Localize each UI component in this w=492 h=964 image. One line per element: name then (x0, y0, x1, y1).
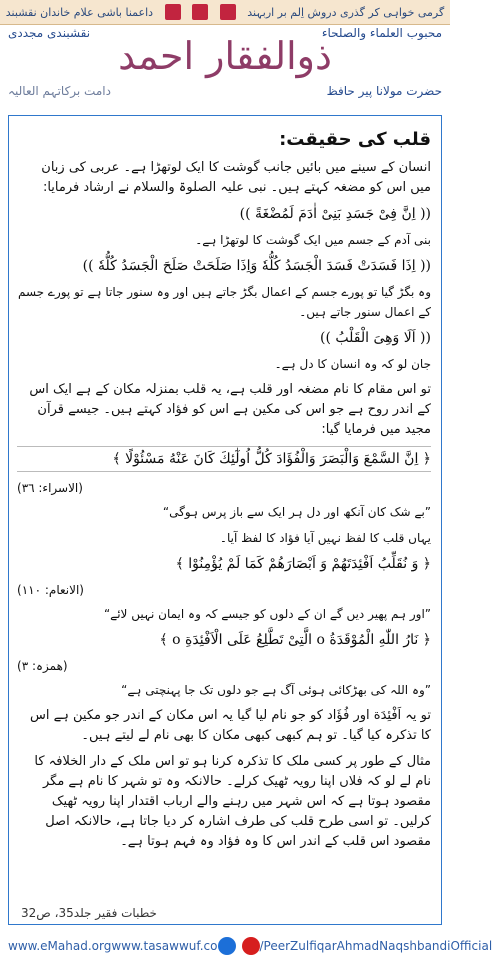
arabic-quote-1: (( اِنَّ فِیْ جَسَدِ بَنِیْ اٰدَمَ لَمُضْغَةً )) (239, 206, 431, 222)
translation-7: ”وہ اللہ کی بھڑکائی ہوئی آگ ہے جو دلوں تک جا پہنچتی ہے“ (121, 683, 431, 697)
paragraph-2: تو اس مقام کا نام مضغہ اور قلب ہے، یہ قلب بمنزلہ مکان کے ہے ایک اس کے اندر روح ہے جو اس کی مکین ہے اس کو فؤاد کہتے ہیں۔ جیسے قرآن مجید میں فرمایا گیا: (29, 382, 431, 437)
header-top-left: نقشبندی مجددی (8, 26, 91, 40)
verse-reference-2: (الانعام: ١١٠) (17, 583, 84, 597)
translation-1: بنی آدم کے جسم میں ایک گوشت کا لوتھڑا ہے۔ (195, 233, 431, 247)
paragraph-1: انسان کے سینے میں بائیں جانب گوشت کا ایک لوتھڑا ہے۔ عربی کی زبان میں اس کو مضغہ کہتے ہیں۔ نبی علیہ الصلوۃ والسلام نے ارشاد فرمایا: (41, 160, 431, 195)
translation-3: جان لو کہ وہ انسان کا دل ہے۔ (274, 357, 431, 371)
page-title: قلب کی حقیقت: (279, 129, 431, 150)
header (0, 26, 450, 110)
footer (0, 928, 492, 964)
paragraph-4: مثال کے طور پر کسی ملک کا تذکرہ کرنا ہو تو اس ملک کے دار الخلافہ کا نام لے لو کہ فلاں اپنا رویہ ٹھیک کرلے۔ حالانکہ وہ تو شہر کا نام ہے مگر مقصود ہوتا ہے کہ اس شہر میں رہنے والے ارباب اقتدار اپنا رویہ ٹھیک کرلیں۔ تو اسی طرح قلب کی طرف اشارہ کر دیا جاتا ہے، حالانکہ اصل مقصود اس قلب کے اندر اس کا وہ فؤاد وہ فہم ہوتا ہے۔ (34, 754, 431, 849)
verse-reference-1: (الاسراء: ٣٦) (17, 481, 83, 495)
top-banner-right-text: گرمی خواہی کر گذری دروش اِلم بر اربہند (247, 5, 445, 19)
badge-icon (220, 4, 236, 20)
content-body (17, 126, 431, 904)
top-banner-left-text: داعمنا باشی علام خاندان نقشبند (5, 5, 154, 19)
translation-2: وہ بگڑ گیا تو پورے جسم کے اعمال بگڑ جاتے ہیں اور وہ سنور جاتا ہے تو پورے جسم کے اعمال سنور جاتے ہیں۔ (17, 285, 431, 319)
top-banner (0, 0, 450, 25)
footer-social-handle[interactable]: /PeerZulfiqarAhmadNaqshbandiOfficial (259, 939, 492, 953)
header-sub-right: حضرت مولانا پیر حافظ (326, 84, 442, 98)
header-sub-left: دامت برکاتہم العالیہ (8, 84, 111, 98)
quran-verse-3: ﴿ نَارُ اللّٰهِ الْمُوْقَدَةُ o الَّتِیْ تَطَّلِعُ عَلَی الْاَفْئِدَةِ o ﴾ (159, 632, 431, 648)
translation-4: ”بے شک کان آنکھ اور دل ہر ایک سے باز پرس ہوگی“ (162, 505, 431, 519)
footer-link-tasawwuf[interactable]: www.tasawwuf.co (111, 939, 218, 953)
footer-link-emahad[interactable]: www.eMahad.org (8, 939, 112, 953)
paragraph-3: تو یہ اَفْئِدَة اور فُؤَاد کو جو نام لیا گیا یہ اس مکان کے اندر جو مکین ہے اس کا تذکرہ کیا گیا۔ تو ہم کبھی کبھی مکان کا بھی نام لے لیتے ہیں۔ (30, 708, 431, 743)
header-title: ذوالفقار احمد (118, 34, 332, 78)
translation-5: یہاں قلب کا لفظ نہیں آیا فؤاد کا لفظ آیا۔ (219, 531, 431, 545)
facebook-icon[interactable] (218, 937, 236, 955)
content-frame (8, 115, 442, 925)
social-icons (218, 937, 260, 955)
quran-verse-2: ﴿ وَ نُقَلِّبُ اَفْئِدَتَهُمْ وَ اَبْصَارَهُمْ كَمَا لَمْ يُؤْمِنُوْا ﴾ (175, 556, 431, 572)
youtube-icon[interactable] (242, 937, 260, 955)
badge-icon (165, 4, 181, 20)
source-reference: خطبات فقیر جلد35، ص32 (21, 906, 157, 920)
verse-reference-3: (ھمزہ: ٣) (17, 659, 68, 673)
translation-6: ”اور ہم پھیر دیں گے ان کے دلوں کو جیسے کہ وہ ایمان نہیں لائے“ (103, 607, 431, 621)
header-top-right: محبوب العلماء والصلحاء (321, 26, 442, 40)
badge-icon (192, 4, 208, 20)
arabic-quote-2: (( اِذَا فَسَدَتْ فَسَدَ الْجَسَدُ كُلُّهٗ وَاِذَا صَلَحَتْ صَلَحَ الْجَسَدُ كُلُّهٗ )) (82, 258, 431, 274)
quran-verse-1: ﴿ اِنَّ السَّمْعَ وَالْبَصَرَ وَالْفُؤَادَ كُلُّ اُولٰٓئِكَ كَانَ عَنْهُ مَسْئُوْلًا ﴾ (17, 446, 431, 472)
arabic-quote-3: (( اَلَا وَهِیَ الْقَلْبُ )) (320, 330, 431, 346)
